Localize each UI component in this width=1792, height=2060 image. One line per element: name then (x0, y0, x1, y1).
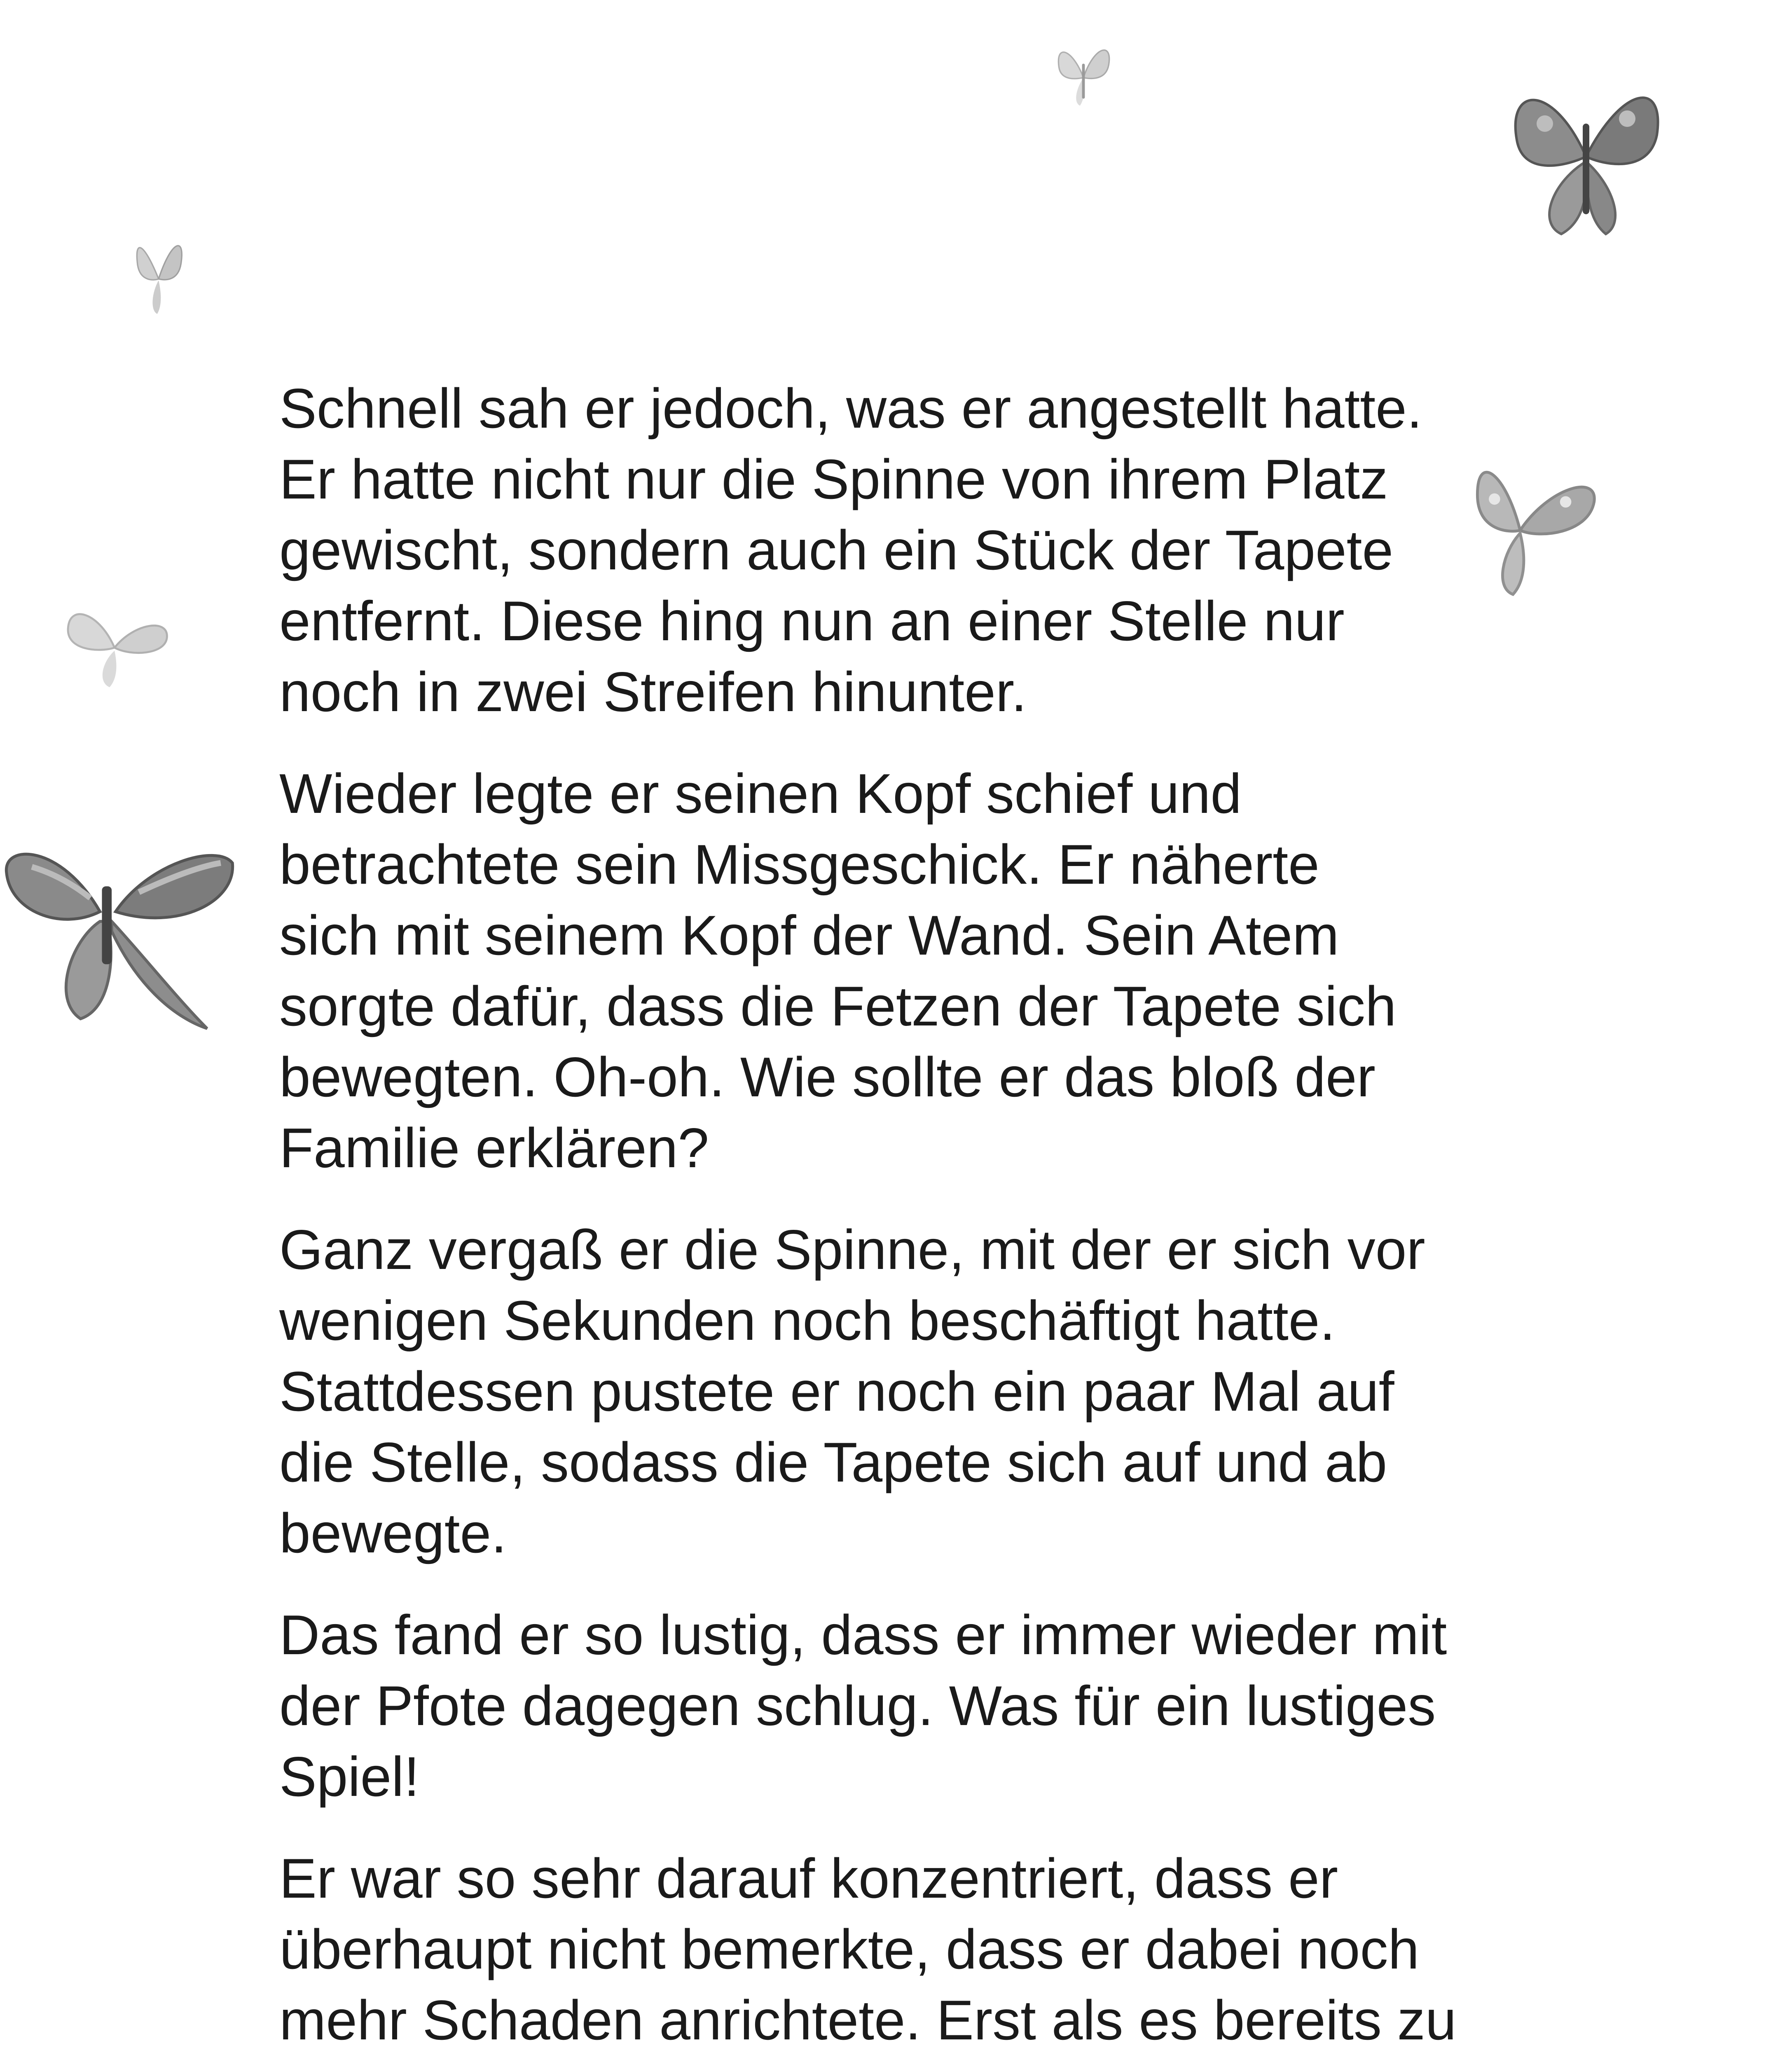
butterfly-icon (1048, 35, 1118, 113)
text-line: bewegte. (279, 1502, 507, 1564)
text-line: Er hatte nicht nur die Spinne von ihrem Platz (279, 448, 1388, 510)
text-line: noch in zwei Streifen hinunter. (279, 660, 1027, 723)
text-line: mehr Schaden anrichtete. Erst als es bereits zu (279, 1989, 1457, 2051)
text-line: entfernt. Diese hing nun an einer Stelle nur (279, 590, 1345, 652)
story-text (279, 373, 1536, 2060)
text-line: Ganz vergaß er die Spinne, mit der er sich vor (279, 1218, 1425, 1281)
butterfly-icon (58, 593, 181, 692)
text-line: die Stelle, sodass die Tapete sich auf und ab (279, 1431, 1387, 1494)
text-line: überhaupt nicht bemerkte, dass er dabei noch (279, 1918, 1420, 1980)
paragraph (279, 373, 1536, 727)
text-line: Stattdessen pustete er noch ein paar Mal auf (279, 1360, 1394, 1423)
text-line: Das fand er so lustig, dass er immer wieder mit (279, 1604, 1447, 1666)
text-line: sorgte dafür, dass die Fetzen der Tapete sich (279, 975, 1397, 1037)
text-line: Wieder legte er seinen Kopf schief und (279, 762, 1242, 825)
butterfly-icon (0, 824, 239, 1038)
text-line: Spiel! (279, 1745, 420, 1808)
text-line: Er war so sehr darauf konzentriert, dass er (279, 1847, 1338, 1910)
text-line: Schnell sah er jedoch, was er angestellt hatte. (279, 377, 1422, 440)
text-line: gewischt, sondern auch ein Stück der Tapete (279, 519, 1394, 581)
text-line: betrachtete sein Missgeschick. Er näherte (279, 833, 1319, 896)
butterfly-icon (1504, 66, 1668, 247)
paragraph (279, 1214, 1536, 1568)
text-line: Familie erklären? (279, 1117, 709, 1179)
paragraph (279, 758, 1536, 1183)
text-line: wenigen Sekunden noch beschäftigt hatte. (279, 1289, 1336, 1352)
text-line: bewegten. Oh-oh. Wie sollte er das bloß der (279, 1046, 1376, 1108)
butterfly-icon (124, 222, 194, 321)
paragraph (279, 1843, 1536, 2055)
paragraph (279, 1599, 1536, 1812)
text-line: sich mit seinem Kopf der Wand. Sein Atem (279, 904, 1339, 967)
text-line: der Pfote dagegen schlug. Was für ein lustiges (279, 1674, 1436, 1737)
